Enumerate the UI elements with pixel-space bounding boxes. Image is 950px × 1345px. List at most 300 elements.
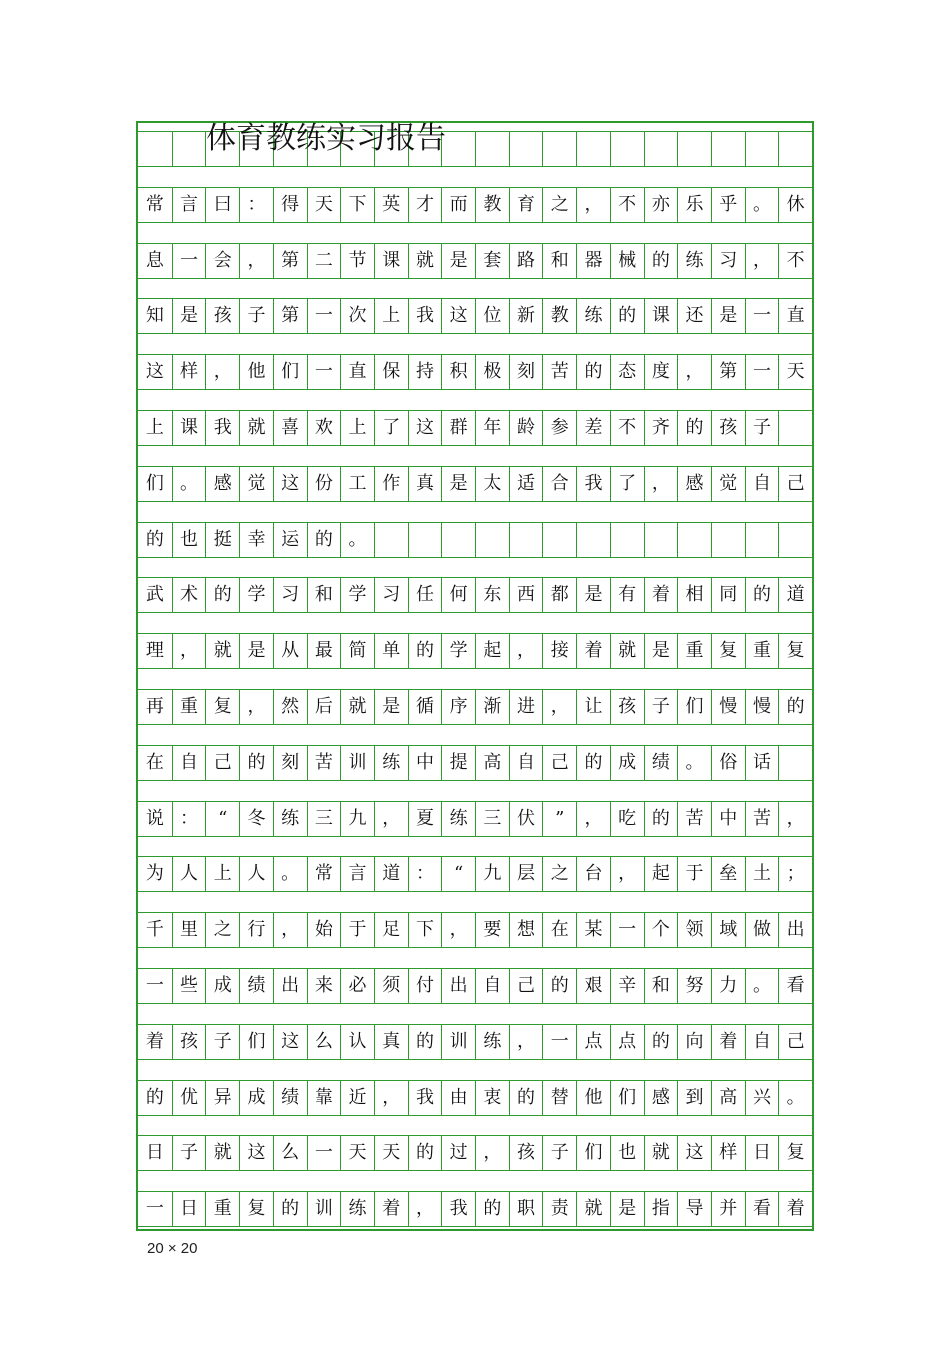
grid-cell: 常 [307, 857, 341, 891]
grid-cell: 课 [374, 244, 408, 278]
grid-cell [610, 523, 644, 557]
grid-cell: 的 [542, 969, 576, 1003]
grid-cell: ， [408, 1192, 442, 1226]
grid-cell [542, 523, 576, 557]
grid-cell: 认 [340, 1025, 374, 1059]
grid-cell: 责 [542, 1192, 576, 1226]
grid-cell: 土 [745, 857, 779, 891]
grid-cell: 积 [441, 355, 475, 389]
grid-cell: 领 [677, 913, 711, 947]
grid-cell: 点 [610, 1025, 644, 1059]
grid-cell: 休 [778, 188, 812, 222]
grid-cell: 己 [542, 746, 576, 780]
grid-cell: 们 [273, 355, 307, 389]
grid-cell [576, 523, 610, 557]
grid-cell: 和 [644, 969, 678, 1003]
grid-cell: 子 [239, 299, 273, 333]
grid-cell: 这 [441, 299, 475, 333]
grid-cell: 的 [273, 1192, 307, 1226]
grid-cell: 话 [745, 746, 779, 780]
grid-cell: 之 [542, 857, 576, 891]
grid-cell: ， [576, 188, 610, 222]
grid-cell: 们 [145, 472, 164, 494]
grid-cell: 看 [745, 1192, 779, 1226]
row-cells [138, 1191, 812, 1227]
grid-cell: 从 [273, 634, 307, 668]
grid-cell: 样 [711, 1136, 745, 1170]
text-row [138, 223, 812, 279]
grid-cell: 训 [307, 1192, 341, 1226]
grid-cell: 日 [172, 1192, 206, 1226]
grid-cell: 会 [205, 244, 239, 278]
grid-cell [778, 523, 812, 557]
grid-cell: 提 [441, 746, 475, 780]
grid-cell: 我 [576, 467, 610, 501]
grid-cell: 想 [509, 913, 543, 947]
grid-cell: 己 [778, 1025, 812, 1059]
grid-cell: 。 [273, 857, 307, 891]
grid-cell: 东 [475, 578, 509, 612]
grid-cell [374, 523, 408, 557]
row-cells [138, 577, 812, 613]
grid-cell: ， [542, 690, 576, 724]
grid-cell [475, 523, 509, 557]
grid-cell: 刻 [509, 355, 543, 389]
row-cells [138, 1080, 812, 1116]
grid-cell: 的 [408, 1025, 442, 1059]
grid-cell: 西 [509, 578, 543, 612]
text-row [138, 1004, 812, 1060]
grid-cell: 械 [610, 244, 644, 278]
grid-cell: 是 [644, 634, 678, 668]
grid-cell: 了 [610, 467, 644, 501]
grid-cell: 然 [273, 690, 307, 724]
grid-cell: 人 [239, 857, 273, 891]
grid-cell: 节 [340, 244, 374, 278]
grid-cell: 着 [778, 1192, 812, 1226]
grid-cell: 训 [340, 746, 374, 780]
grid-cell: 练 [677, 244, 711, 278]
text-row [138, 1060, 812, 1116]
grid-cell: 兴 [745, 1081, 779, 1115]
grid-cell: 子 [205, 1025, 239, 1059]
grid-cell: 些 [172, 969, 206, 1003]
grid-cell: 的 [644, 802, 678, 836]
grid-cell: 着 [374, 1192, 408, 1226]
grid-cell: 就 [610, 634, 644, 668]
grid-cell: 子 [644, 690, 678, 724]
grid-cell: 孩 [205, 299, 239, 333]
grid-cell: 苦 [745, 802, 779, 836]
grid-cell: 我 [441, 1192, 475, 1226]
grid-cell: 有 [610, 578, 644, 612]
grid-cell: 喜 [273, 411, 307, 445]
grid-cell: 复 [711, 634, 745, 668]
grid-cell [745, 132, 779, 166]
grid-cell: 和 [307, 578, 341, 612]
grid-cell: 息 [145, 249, 164, 271]
grid-cell: 的 [307, 523, 341, 557]
grid-cell: 付 [408, 969, 442, 1003]
grid-cell: 重 [745, 634, 779, 668]
grid-cell: 导 [677, 1192, 711, 1226]
grid-cell: ， [745, 244, 779, 278]
grid-cell: 不 [778, 244, 812, 278]
grid-cell: 九 [340, 802, 374, 836]
grid-cell: 夏 [408, 802, 442, 836]
grid-cell: 相 [677, 578, 711, 612]
grid-cell: 日 [745, 1136, 779, 1170]
grid-cell: 参 [542, 411, 576, 445]
row-cells [138, 689, 812, 725]
grid-cell: 复 [778, 634, 812, 668]
text-row [138, 502, 812, 558]
grid-cell: 着 [711, 1025, 745, 1059]
grid-cell: 英 [374, 188, 408, 222]
grid-cell: 训 [441, 1025, 475, 1059]
grid-cell: ： [408, 857, 442, 891]
grid-cell: 练 [273, 802, 307, 836]
grid-cell: 是 [239, 634, 273, 668]
grid-cell: 。 [677, 746, 711, 780]
grid-cell: 子 [542, 1136, 576, 1170]
grid-cell [644, 523, 678, 557]
grid-cell: 成 [205, 969, 239, 1003]
grid-cell: 度 [644, 355, 678, 389]
grid-cell: 近 [340, 1081, 374, 1115]
grid-cell: 作 [374, 467, 408, 501]
grid-cell: 真 [374, 1025, 408, 1059]
grid-cell: 觉 [711, 467, 745, 501]
grid-cell: 不 [610, 188, 644, 222]
grid-cell: 为 [145, 863, 164, 885]
grid-cell: 孩 [509, 1136, 543, 1170]
grid-cell: 成 [610, 746, 644, 780]
grid-cell: 之 [205, 913, 239, 947]
row-cells [138, 912, 812, 948]
grid-cell: 一 [145, 1198, 164, 1220]
grid-cell: 自 [172, 746, 206, 780]
grid-cell: 的 [576, 355, 610, 389]
grid-cell: 任 [408, 578, 442, 612]
grid-cell: 三 [307, 802, 341, 836]
grid-cell: 育 [509, 188, 543, 222]
grid-cell: 们 [610, 1081, 644, 1115]
grid-cell: 必 [340, 969, 374, 1003]
grid-cell: 中 [408, 746, 442, 780]
text-row [138, 892, 812, 948]
grid-cell: 之 [542, 188, 576, 222]
grid-cell: 苦 [677, 802, 711, 836]
grid-cell: 接 [542, 634, 576, 668]
row-cells [138, 243, 812, 279]
grid-cell: 在 [542, 913, 576, 947]
text-row [138, 279, 812, 335]
grid-cell: 出 [778, 913, 812, 947]
grid-cell: 习 [273, 578, 307, 612]
grid-cell: 习 [374, 578, 408, 612]
grid-cell: 下 [408, 913, 442, 947]
grid-cell: 就 [644, 1136, 678, 1170]
grid-cell [778, 746, 812, 780]
grid-cell: 优 [172, 1081, 206, 1115]
grid-cell: 子 [745, 411, 779, 445]
grid-cell: 这 [273, 467, 307, 501]
grid-cell: 中 [711, 802, 745, 836]
grid-cell: 路 [509, 244, 543, 278]
grid-cell: 幸 [239, 523, 273, 557]
grid-cell: 了 [374, 411, 408, 445]
grid-cell: 上 [374, 299, 408, 333]
grid-cell: 的 [778, 690, 812, 724]
grid-cell: 职 [509, 1192, 543, 1226]
row-cells [138, 633, 812, 669]
grid-cell: 起 [475, 634, 509, 668]
grid-cell: 。 [745, 188, 779, 222]
row-cells [138, 187, 812, 223]
grid-cell: ， [374, 1081, 408, 1115]
grid-cell: 的 [509, 1081, 543, 1115]
grid-cell: 成 [239, 1081, 273, 1115]
grid-cell: 感 [205, 467, 239, 501]
grid-cell: ， [576, 802, 610, 836]
grid-cell: 他 [576, 1081, 610, 1115]
grid-cell: 课 [644, 299, 678, 333]
grid-cell: 挺 [205, 523, 239, 557]
grid-cell: 行 [239, 913, 273, 947]
row-cells [138, 354, 812, 390]
grid-cell: 还 [677, 299, 711, 333]
grid-cell: 的 [644, 244, 678, 278]
grid-cell: 年 [475, 411, 509, 445]
grid-cell: 自 [509, 746, 543, 780]
grid-cell: ， [374, 802, 408, 836]
grid-cell: 着 [644, 578, 678, 612]
grid-cell: 己 [778, 467, 812, 501]
grid-cell: 一 [172, 244, 206, 278]
grid-cell: 复 [778, 1136, 812, 1170]
grid-cell [778, 132, 812, 166]
text-row [138, 390, 812, 446]
grid-cell: 孩 [610, 690, 644, 724]
text-row [138, 837, 812, 893]
grid-cell: 我 [408, 1081, 442, 1115]
grid-cell: 套 [475, 244, 509, 278]
grid-cell: 太 [475, 467, 509, 501]
grid-cell: 第 [273, 244, 307, 278]
grid-cell: 而 [441, 188, 475, 222]
grid-cell: 足 [374, 913, 408, 947]
grid-cell: 点 [576, 1025, 610, 1059]
grid-cell: 二 [307, 244, 341, 278]
grid-cell: 是 [711, 299, 745, 333]
grid-cell: 学 [239, 578, 273, 612]
grid-cell: 。 [172, 467, 206, 501]
grid-cell: 龄 [509, 411, 543, 445]
grid-cell: 么 [307, 1025, 341, 1059]
grid-cell: 教 [542, 299, 576, 333]
grid-cell: 的 [239, 746, 273, 780]
grid-cell: 替 [542, 1081, 576, 1115]
grid-cell: 刻 [273, 746, 307, 780]
grid-cell: 后 [307, 690, 341, 724]
grid-cell: ， [172, 634, 206, 668]
grid-cell [408, 523, 442, 557]
grid-cell: 练 [475, 1025, 509, 1059]
grid-cell: 重 [205, 1192, 239, 1226]
grid-cell: 的 [205, 578, 239, 612]
grid-cell: 向 [677, 1025, 711, 1059]
grid-cell: 吃 [610, 802, 644, 836]
grid-cell [475, 132, 509, 166]
grid-cell: 这 [677, 1136, 711, 1170]
grid-cell: 这 [239, 1136, 273, 1170]
grid-cell: 知 [145, 305, 164, 327]
grid-cell: 进 [509, 690, 543, 724]
grid-cell: 工 [340, 467, 374, 501]
grid-cell: 慢 [711, 690, 745, 724]
grid-cell: 着 [145, 1030, 164, 1052]
grid-cell: 说 [145, 807, 164, 829]
grid-cell: 术 [172, 578, 206, 612]
grid-cell: 同 [711, 578, 745, 612]
grid-cell: 台 [576, 857, 610, 891]
grid-cell: 自 [745, 467, 779, 501]
text-row [138, 669, 812, 725]
grid-cell: 天 [374, 1136, 408, 1170]
grid-cell: 渐 [475, 690, 509, 724]
grid-cell: 是 [441, 467, 475, 501]
grid-cell: 直 [778, 299, 812, 333]
grid-cell: 欢 [307, 411, 341, 445]
grid-cell: 第 [711, 355, 745, 389]
grid-cell: 一 [745, 355, 779, 389]
grid-cell [542, 132, 576, 166]
grid-cell: 单 [374, 634, 408, 668]
grid-cell: 持 [408, 355, 442, 389]
grid-cell: 复 [239, 1192, 273, 1226]
grid-cell: 做 [745, 913, 779, 947]
grid-cell: 感 [677, 467, 711, 501]
grid-cell: 一 [745, 299, 779, 333]
grid-cell: 常 [145, 193, 164, 215]
grid-cell: ， [644, 467, 678, 501]
grid-cell: 一 [145, 974, 164, 996]
grid-cell: 己 [205, 746, 239, 780]
grid-cell: 他 [239, 355, 273, 389]
grid-cell: 练 [340, 1192, 374, 1226]
grid-cell: 某 [576, 913, 610, 947]
grid-cell: 们 [576, 1136, 610, 1170]
grid-cell: 就 [205, 1136, 239, 1170]
grid-cell: 道 [778, 578, 812, 612]
grid-cell: ， [475, 1136, 509, 1170]
row-cells [138, 856, 812, 892]
grid-cell: ， [509, 634, 543, 668]
grid-cell: 看 [778, 969, 812, 1003]
grid-cell: 是 [610, 1192, 644, 1226]
grid-cell: 出 [441, 969, 475, 1003]
grid-cell: 靠 [307, 1081, 341, 1115]
grid-cell: 一 [542, 1025, 576, 1059]
grid-cell: 伏 [509, 802, 543, 836]
grid-cell: 一 [307, 1136, 341, 1170]
grid-cell: 是 [172, 299, 206, 333]
grid-cell: 们 [239, 1025, 273, 1059]
grid-cell: 不 [610, 411, 644, 445]
grid-cell: 样 [172, 355, 206, 389]
grid-cell: 艰 [576, 969, 610, 1003]
grid-cell: 习 [711, 244, 745, 278]
grid-cell: 绩 [273, 1081, 307, 1115]
grid-cell: 天 [340, 1136, 374, 1170]
grid-cell: 天 [778, 355, 812, 389]
grid-cell: 在 [145, 751, 164, 773]
grid-cell: 来 [307, 969, 341, 1003]
grid-cell: 真 [408, 467, 442, 501]
grid-cell: 保 [374, 355, 408, 389]
manuscript-grid-sheet [136, 121, 814, 1231]
text-row [138, 334, 812, 390]
grid-cell: 是 [576, 578, 610, 612]
grid-cell: 曰 [205, 188, 239, 222]
text-row [138, 446, 812, 502]
grid-cell: 自 [745, 1025, 779, 1059]
grid-cell: ， [239, 244, 273, 278]
grid-cell: 们 [677, 690, 711, 724]
grid-cell: 理 [145, 640, 164, 662]
grid-cell: 俗 [711, 746, 745, 780]
grid-cell [441, 523, 475, 557]
grid-cell [711, 523, 745, 557]
grid-cell: 份 [307, 467, 341, 501]
grid-cell [711, 132, 745, 166]
row-cells [138, 745, 812, 781]
grid-cell: 就 [408, 244, 442, 278]
grid-cell: 觉 [239, 467, 273, 501]
grid-cell: 运 [273, 523, 307, 557]
grid-cell [441, 132, 475, 166]
grid-cell: 指 [644, 1192, 678, 1226]
grid-cell: 由 [441, 1081, 475, 1115]
grid-cell: 简 [340, 634, 374, 668]
grid-cell: “ [441, 857, 475, 891]
grid-cell: 辛 [610, 969, 644, 1003]
grid-cell: 过 [441, 1136, 475, 1170]
grid-cell: 自 [475, 969, 509, 1003]
grid-cell: 的 [745, 578, 779, 612]
grid-cell: 的 [677, 411, 711, 445]
grid-cell: 我 [205, 411, 239, 445]
grid-cell: 就 [576, 1192, 610, 1226]
grid-cell: 重 [172, 690, 206, 724]
grid-cell: 下 [340, 188, 374, 222]
grid-cell: 言 [340, 857, 374, 891]
grid-cell: 位 [475, 299, 509, 333]
grid-cell: 到 [677, 1081, 711, 1115]
grid-cell: ， [273, 913, 307, 947]
grid-cell: 这 [145, 361, 164, 383]
grid-cell: ， [205, 355, 239, 389]
text-row [138, 781, 812, 837]
grid-cell: 人 [172, 857, 206, 891]
grid-cell: 起 [644, 857, 678, 891]
grid-cell: 慢 [745, 690, 779, 724]
grid-cell: 亦 [644, 188, 678, 222]
grid-cell: 让 [576, 690, 610, 724]
grid-cell: 的 [644, 1025, 678, 1059]
grid-cell: 垒 [711, 857, 745, 891]
